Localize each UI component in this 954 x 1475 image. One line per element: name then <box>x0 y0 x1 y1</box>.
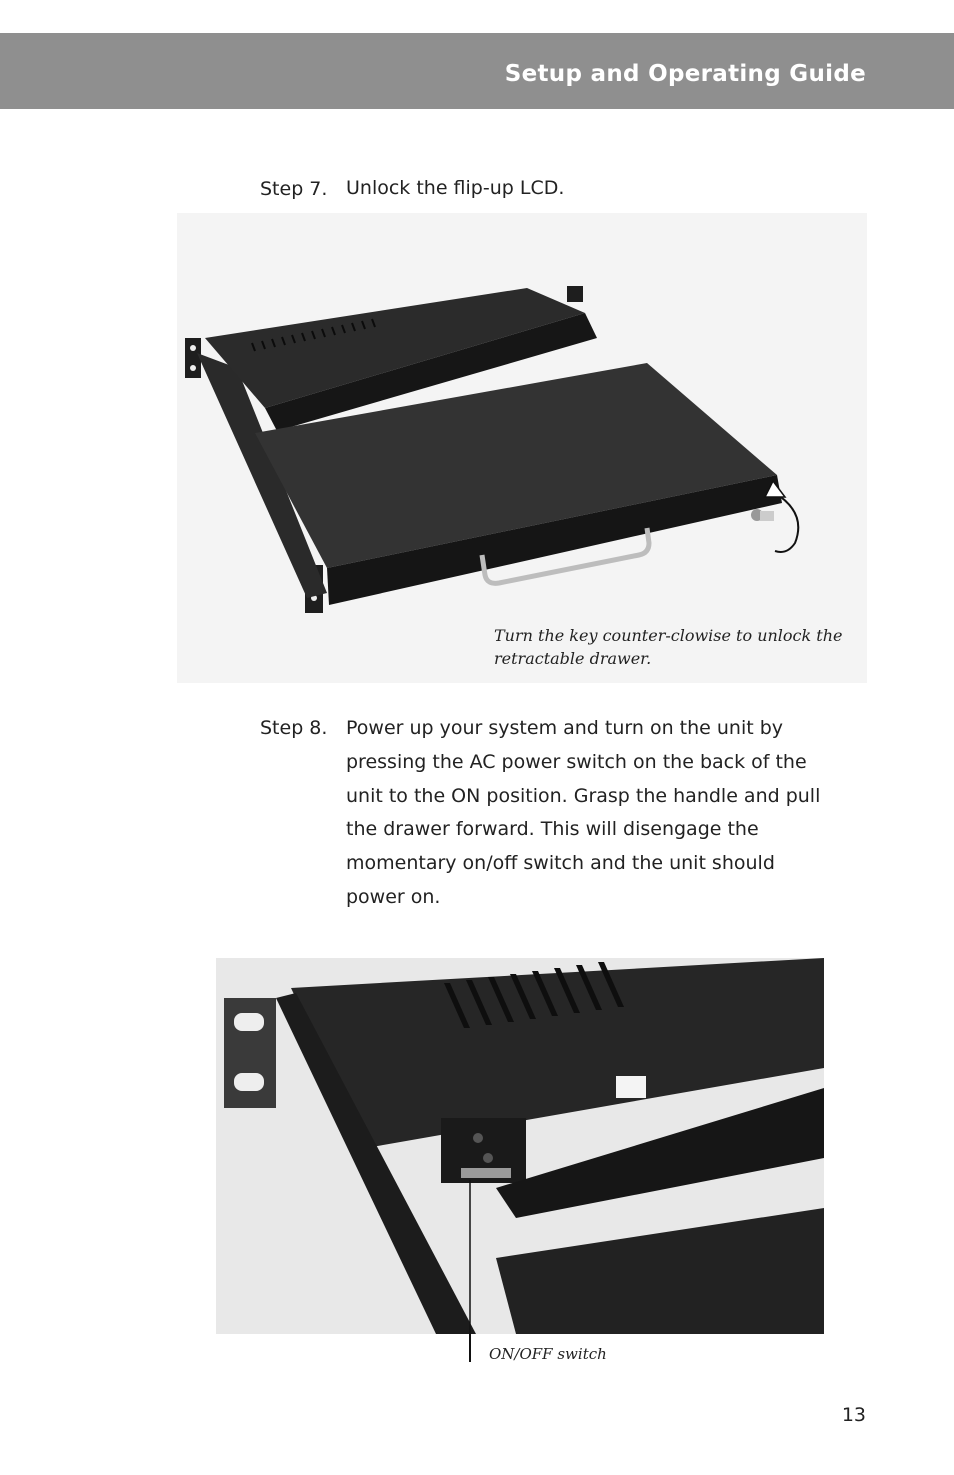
step-7-label: Step 7. <box>260 178 328 200</box>
figure-2-caption: ON/OFF switch <box>489 1345 607 1363</box>
header-band <box>0 33 954 109</box>
figure-1-caption-line-1: Turn the key counter-clowise to unlock the <box>494 626 843 645</box>
page-header-title: Setup and Operating Guide <box>504 61 866 87</box>
rack-drawer-photo <box>177 213 867 683</box>
step-8-line-3: unit to the ON position. Grasp the handle and pull <box>346 785 821 807</box>
on-off-switch-photo <box>216 958 824 1334</box>
callout-line-extension <box>469 1334 471 1362</box>
key <box>760 511 774 521</box>
page-number: 13 <box>841 1404 866 1426</box>
step-8-line-4: the drawer forward. This will disengage the <box>346 818 759 840</box>
step-8-line-6: power on. <box>346 886 441 908</box>
step-8-line-1: Power up your system and turn on the unit by <box>346 717 784 739</box>
left-rack-ear-top <box>185 338 201 378</box>
figure-1-caption-line-2: retractable drawer. <box>494 649 652 668</box>
on-off-switch <box>461 1168 511 1178</box>
step-8-label: Step 8. <box>260 717 328 739</box>
step-7-text: Unlock the flip-up LCD. <box>346 177 565 199</box>
step-8-line-5: momentary on/off switch and the unit should <box>346 852 775 874</box>
step-8-line-2: pressing the AC power switch on the back of the <box>346 751 807 773</box>
